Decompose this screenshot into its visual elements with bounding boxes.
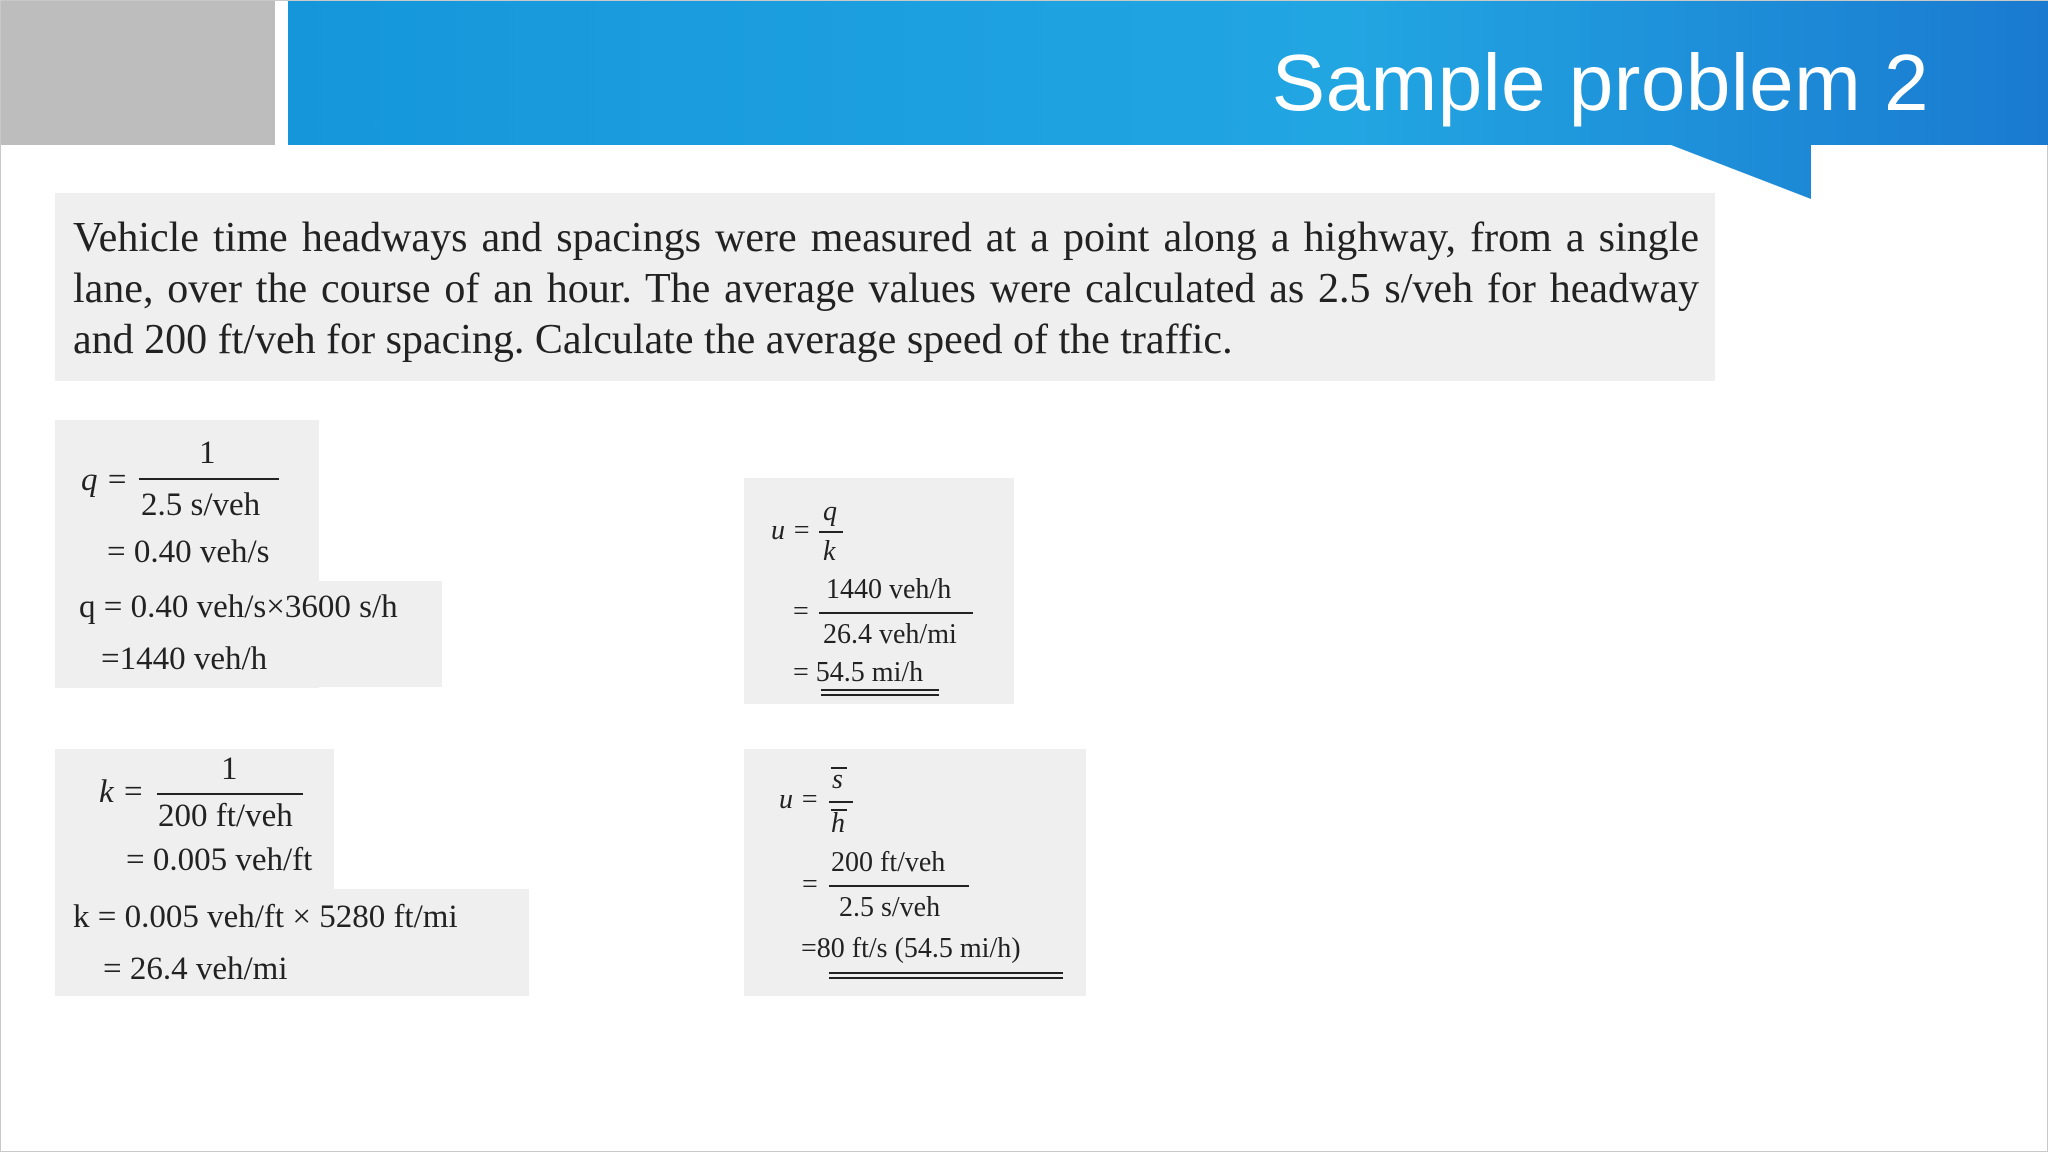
density-numerator: 1: [221, 751, 238, 787]
speed-density-value: 26.4 veh/mi: [823, 619, 957, 650]
speed-result: = 54.5 mi/h: [793, 657, 924, 688]
speed2-result: =80 ft/s (54.5 mi/h): [801, 933, 1021, 964]
speed2-spacing-value: 200 ft/veh: [831, 847, 946, 878]
speed-value-fraction-bar: [819, 612, 973, 614]
speed2-result-underline-1: [829, 972, 1063, 974]
speed-result-underline-1: [821, 689, 939, 691]
density-result: = 0.005 veh/ft: [126, 842, 313, 878]
flow-fraction-bar: [139, 478, 279, 480]
speed2-headway-value: 2.5 s/veh: [839, 892, 941, 923]
speed2-lhs: u =: [779, 784, 819, 815]
speed2-numerator-s: s: [832, 764, 843, 795]
density-denominator: 200 ft/veh: [158, 798, 293, 834]
speed2-value-fraction-bar: [829, 885, 969, 887]
speed2-denominator-h: h: [831, 808, 845, 839]
speed2-s-h-fraction-bar: [829, 801, 853, 803]
flow-lhs: q =: [81, 462, 129, 498]
speed-q-k-fraction-bar: [819, 531, 843, 533]
speed-result-underline-2: [821, 694, 939, 696]
density-mile-result: = 26.4 veh/mi: [103, 951, 288, 987]
density-fraction-bar: [157, 793, 303, 795]
speed-lhs: u =: [771, 515, 811, 546]
flow-denominator: 2.5 s/veh: [141, 487, 261, 523]
title-banner: [288, 1, 2048, 201]
problem-statement-text: Vehicle time headways and spacings were measured at a point along a highway, from a single lane, over the course of an hour. The average values were calculated as 2.5 s/veh for headway and 200 ft/veh for spacing. Calculate the average speed of the traffic.: [73, 215, 1699, 363]
density-lhs: k =: [99, 774, 145, 810]
flow-hourly-conversion: q = 0.40 veh/s×3600 s/h: [79, 589, 398, 625]
flow-numerator: 1: [199, 435, 216, 471]
slide-title: Sample problem 2: [1271, 38, 1929, 127]
speed2-result-underline-2: [829, 977, 1063, 979]
flow-hourly-result: =1440 veh/h: [101, 641, 268, 677]
speed-denominator-k: k: [823, 536, 836, 567]
speed-numerator-q: q: [823, 496, 837, 527]
flow-result: = 0.40 veh/s: [107, 534, 270, 570]
problem-statement-box: [55, 193, 1715, 381]
speed-eq-sign: =: [793, 596, 809, 627]
speed2-eq-sign: =: [802, 869, 818, 900]
speed-flow-value: 1440 veh/h: [826, 574, 952, 605]
header-gray-block: [1, 1, 275, 145]
density-mile-conversion: k = 0.005 veh/ft × 5280 ft/mi: [73, 899, 458, 935]
